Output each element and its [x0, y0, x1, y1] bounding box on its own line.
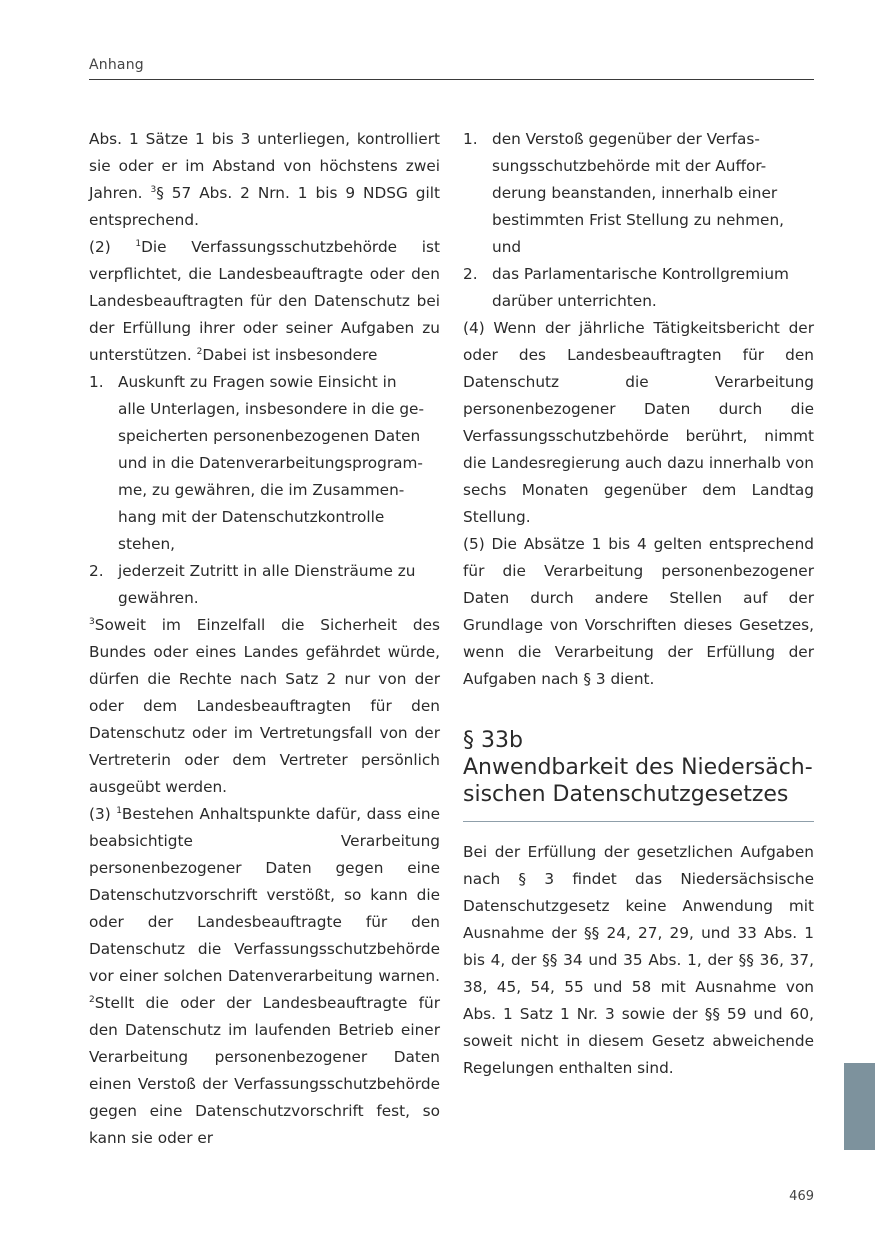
text: Stellt die oder der Landesbeauftragte für den Datenschutz im laufenden Betrieb einer Verarbeitung personenbezogener Daten einen Verstoß der Verfassungsschutzbehörde gegen eine Datenschutzvorschrift fest, so kann sie oder er: [89, 994, 440, 1147]
sentence-number: 3: [150, 185, 157, 195]
text: Abs. 1 Sätze 1 bis 3 unterliegen, kontrolliert sie oder er im Abstand von höchstens zwei Jahren.: [89, 130, 440, 202]
text: Soweit im Einzelfall die Sicherheit des Bundes oder eines Landes gefährdet würde, dürfen die Rechte nach Satz 2 nur von der oder dem Landesbeauftragten für den Datenschutz oder im Vertretungsfall von der Vertreterin oder dem Vertreter persönlich ausgeübt werden.: [89, 616, 440, 796]
page-number: 469: [789, 1189, 814, 1204]
section-number: § 33b: [463, 728, 523, 753]
list-item: [463, 126, 814, 261]
paragraph-4: (4) Wenn der jährliche Tätigkeitsbericht der oder des Landesbeauftragten für den Datenschutz die Verarbeitung personenbezogener Daten durch die Verfassungsschutzbehörde berührt, nimmt die Landesregierung auch dazu innerhalb von sechs Monaten gegenüber dem Landtag Stellung.: [463, 319, 814, 526]
sentence-number: 1: [135, 239, 142, 249]
running-header: Anhang: [89, 57, 144, 73]
left-column: [89, 126, 440, 1152]
list-number: 2.: [89, 562, 104, 580]
paragraph-number: (3): [89, 805, 111, 823]
list-text: das Parlamentarische Kontrollgremium darüber unterrichten.: [492, 265, 789, 310]
list-number: 1.: [89, 373, 104, 391]
list-text: jederzeit Zutritt in alle Diensträume zu gewähren.: [118, 562, 416, 607]
list-number: 1.: [463, 130, 478, 148]
section-heading: [463, 727, 814, 808]
list-item: [89, 369, 440, 558]
paragraph-continuation: [89, 126, 440, 234]
sentence-number: 2: [196, 347, 203, 357]
text: § 57 Abs. 2 Nrn. 1 bis 9 NDSG gilt entsprechend.: [89, 184, 440, 229]
sentence-number: 2: [89, 995, 95, 1005]
list-text: Auskunft zu Fragen sowie Einsicht in alle Unterlagen, insbesondere in die ge- speicherten personenbezogenen Daten und in die Datenverarbeitungsprogram- me, zu gewähren, die im Zusammen- hang mit der Datenschutzkontrolle stehen,: [118, 373, 424, 553]
section-body: Bei der Erfüllung der gesetzlichen Aufgaben nach § 3 findet das Niedersächsische Datenschutzgesetz keine Anwendung mit Ausnahme der §§ 24, 27, 29, und 33 Abs. 1 bis 4, der §§ 34 und 35 Abs. 1, der §§ 36, 37, 38, 45, 54, 55 und 58 mit Ausnahme von Abs. 1 Satz 1 Nr. 3 sowie der §§ 59 und 60, soweit nicht in diesem Gesetz abweichende Regelungen enthalten sind.: [463, 843, 814, 1077]
paragraph-5: (5) Die Absätze 1 bis 4 gelten entsprechend für die Verarbeitung personenbezogener Daten durch andere Stellen auf der Grundlage von Vorschriften dieses Gesetzes, wenn die Verarbeitung der Erfüllung der Aufgaben nach § 3 dient.: [463, 535, 814, 688]
text: Bestehen Anhaltspunkte dafür, dass eine beabsichtigte Verarbeitung personenbezogener Daten gegen eine Datenschutzvorschrift verstößt, so kann die oder der Landesbeauftragte für den Datenschutz die Verfassungsschutzbehörde vor einer solchen Datenverarbeitung warnen.: [89, 805, 440, 985]
paragraph-number: (2): [89, 238, 111, 256]
sentence-number: 1: [116, 806, 122, 816]
paragraph-3: [89, 801, 440, 1152]
list-item: [89, 558, 440, 612]
list-item: [463, 261, 814, 315]
text: Dabei ist insbesondere: [202, 346, 378, 364]
header-rule: [89, 79, 814, 80]
text: Die Verfassungsschutzbehörde ist verpflichtet, die Landesbeauftragte oder den Landesbeauftragten für den Datenschutz bei der Erfüllung ihrer oder seiner Aufgaben zu unterstützen.: [89, 238, 440, 364]
sentence-number: 3: [89, 617, 95, 627]
list-text: den Verstoß gegenüber der Verfas- sungsschutzbehörde mit der Auffor- derung beanstanden, innerhalb einer bestimmten Frist Stellung zu nehmen, und: [492, 130, 784, 256]
right-column: [463, 126, 814, 1082]
section-rule: [463, 821, 814, 822]
list-number: 2.: [463, 265, 478, 283]
paragraph-2: [89, 234, 440, 369]
section-title-line: sischen Datenschutzgesetzes: [463, 782, 789, 807]
paragraph-sentence-3: [89, 612, 440, 801]
chapter-tab-marker: [844, 1063, 875, 1150]
section-title-line: Anwendbarkeit des Niedersäch-: [463, 755, 813, 780]
